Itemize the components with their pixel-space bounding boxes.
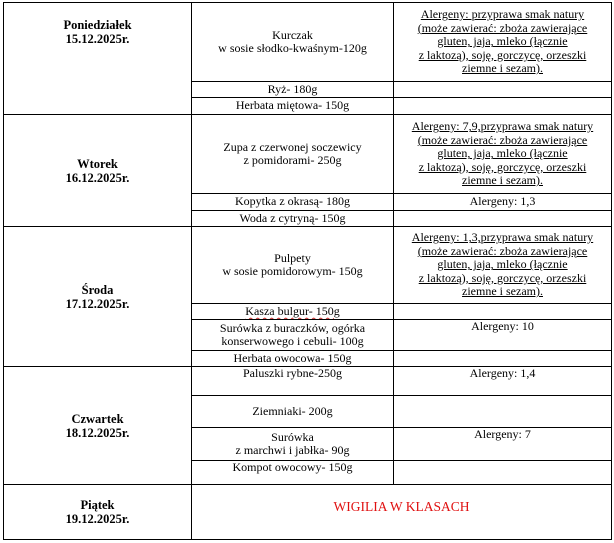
dish-text: Ziemniaki- 200g (252, 403, 333, 418)
allergen-text: gluten, jaja, mleko (łącznie (437, 257, 568, 272)
dish-text: Pulpety (274, 250, 311, 265)
dish-text: Kasza bulgur- 150g (245, 303, 340, 318)
dish-cell (192, 227, 394, 304)
day-date: 17.12.2025r. (65, 296, 130, 311)
day-cell-tuesday (4, 115, 192, 227)
dish-cell (192, 351, 394, 367)
dish-cell (192, 115, 394, 194)
dish-cell (192, 194, 394, 211)
allergen-text: Alergeny: 10 (471, 319, 534, 333)
dish-text: Kurczak (272, 27, 313, 42)
dish-text: Zupa z czerwonej soczewicy (223, 139, 362, 154)
day-cell-wednesday (4, 227, 192, 367)
allergen-text: Alergeny: 7,9,przyprawa smak natury (411, 119, 594, 134)
day-name: Środa (81, 282, 114, 297)
dish-cell (192, 367, 394, 396)
dish-text: Herbata owocowa- 150g (233, 350, 352, 365)
dish-cell (192, 461, 394, 485)
allergen-cell-empty (394, 211, 612, 227)
day-date: 15.12.2025r. (65, 32, 130, 46)
dish-text: z pomidorami- 250g (243, 153, 342, 167)
allergen-cell (394, 320, 612, 351)
dish-text: w sosie słodko-kwaśnym-120g (218, 41, 367, 55)
day-date: 18.12.2025r. (65, 425, 130, 440)
table-row (4, 485, 612, 540)
table-row (4, 3, 612, 82)
dish-text: z marchwi i jabłka- 90g (235, 443, 350, 457)
allergen-text: gluten, jaja, mleko (łącznie (437, 34, 568, 49)
day-name: Czwartek (71, 411, 124, 426)
allergen-cell (394, 3, 612, 82)
day-cell-thursday (4, 367, 192, 485)
allergen-text: z laktozą), soję, gorczycę, orzeszki (418, 47, 587, 62)
allergen-text: (może zawierać: zboża zawierające (417, 132, 588, 147)
allergen-cell-empty (394, 351, 612, 367)
dish-text: Surówka z buraczków, ogórka (219, 320, 366, 335)
allergen-text: Alergeny: 1,4 (469, 366, 536, 380)
day-name: Poniedziałek (63, 18, 132, 32)
dish-cell (192, 320, 394, 351)
holiday-note-cell (192, 485, 612, 540)
allergen-cell (394, 115, 612, 194)
dish-text: w sosie pomidorowym- 150g (222, 264, 363, 278)
day-cell-friday (4, 485, 192, 540)
day-date: 16.12.2025r. (65, 170, 130, 185)
allergen-cell (394, 428, 612, 461)
dish-cell (192, 82, 394, 98)
table-row (4, 367, 612, 396)
dish-cell (192, 396, 394, 428)
menu-table (3, 2, 612, 540)
allergen-cell-empty (394, 396, 612, 428)
table-row (4, 115, 612, 194)
holiday-note: WIGILIA W KLASACH (333, 498, 470, 514)
dish-text: Woda z cytryną- 150g (239, 210, 346, 225)
allergen-cell-empty (394, 98, 612, 115)
dish-text: Paluszki rybne-250g (243, 366, 342, 380)
allergen-text: (może zawierać: zboża zawierające (417, 243, 588, 258)
dish-cell (192, 428, 394, 461)
day-date: 19.12.2025r. (65, 512, 130, 526)
allergen-text: Alergeny: 7 (474, 427, 531, 441)
day-cell-monday (4, 3, 192, 115)
allergen-text: gluten, jaja, mleko (łącznie (437, 146, 568, 161)
allergen-text: (może zawierać: zboża zawierające (417, 20, 588, 35)
table-row (4, 227, 612, 304)
dish-cell (192, 211, 394, 227)
dish-text: Kopytka z okrasą- 180g (235, 194, 350, 209)
allergen-text: ziemne i sezam). (462, 173, 543, 188)
allergen-cell-empty (394, 82, 612, 98)
dish-text: konserwowego i cebuli- 100g (221, 334, 364, 348)
allergen-cell-empty (394, 304, 612, 320)
dish-text: Surówka (271, 429, 314, 444)
allergen-cell (394, 227, 612, 304)
dish-cell (192, 98, 394, 115)
dish-cell (192, 304, 394, 320)
allergen-text: ziemne i sezam). (462, 61, 543, 76)
day-name: Piątek (80, 498, 115, 512)
dish-text: Kompot owocowy- 150g (232, 460, 353, 474)
allergen-text: z laktozą), soję, gorczycę, orzeszki (418, 270, 587, 285)
allergen-cell (394, 367, 612, 396)
dish-text: Ryż- 180g (267, 81, 318, 96)
dish-cell (192, 3, 394, 82)
allergen-text: Alergeny: przyprawa smak natury (420, 7, 585, 22)
allergen-text: z laktozą), soję, gorczycę, orzeszki (418, 159, 587, 174)
day-name: Wtorek (77, 156, 118, 171)
allergen-text: Alergeny: 1,3,przyprawa smak natury (411, 230, 594, 245)
allergen-cell (394, 194, 612, 211)
allergen-text: Alergeny: 1,3 (469, 194, 536, 209)
dish-text: Herbata miętowa- 150g (235, 98, 350, 113)
allergen-text: ziemne i sezam). (462, 284, 543, 299)
allergen-cell-empty (394, 461, 612, 485)
